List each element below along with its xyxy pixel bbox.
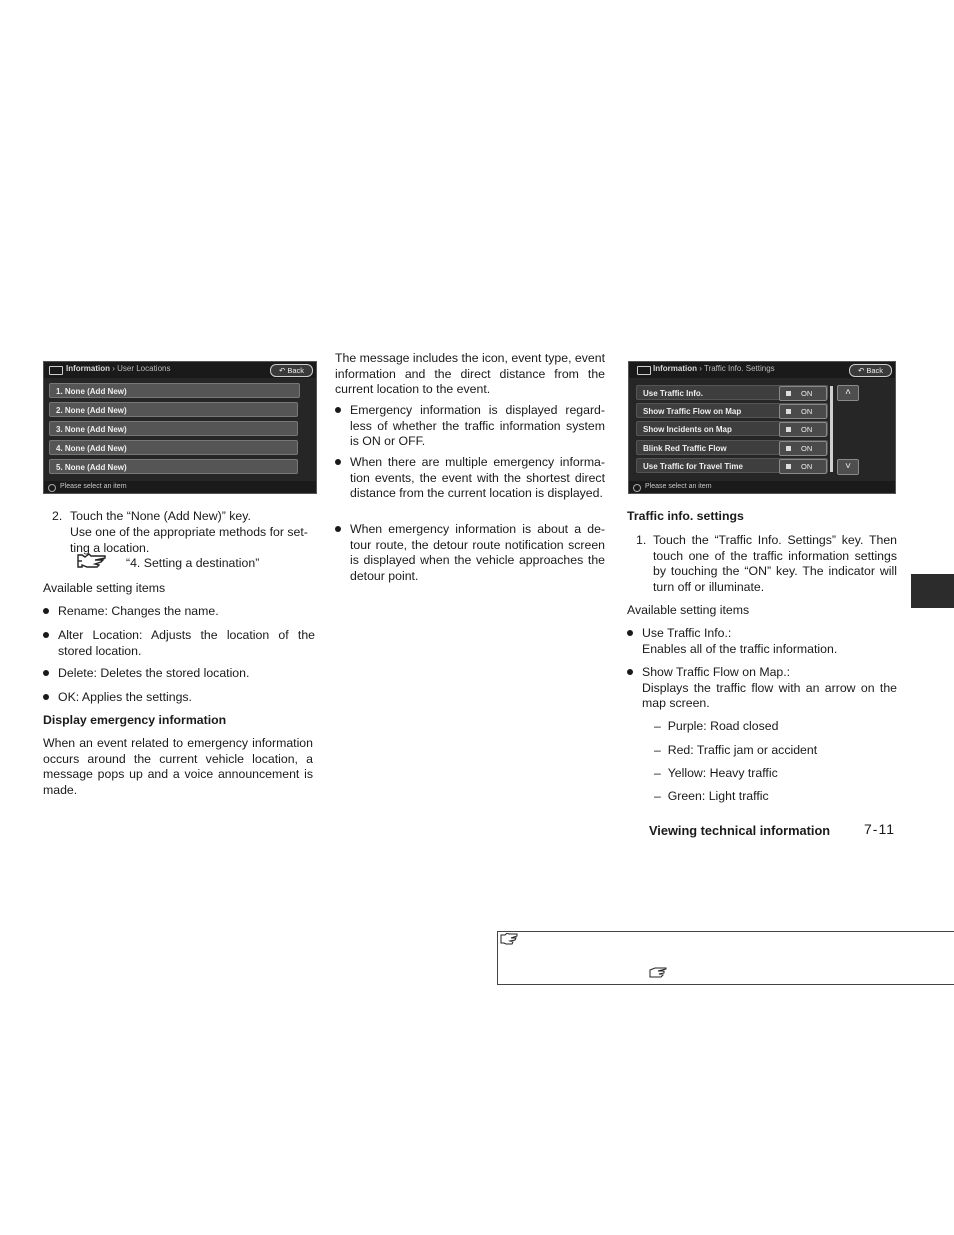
heading-display-emergency: Display emergency information — [43, 713, 227, 727]
bullet-title: Show Traffic Flow on Map.: — [642, 665, 791, 679]
info-dot-icon — [48, 484, 56, 492]
bullet-text: Emergency information is displayed regard-less of whether the traffic information system is ON or OFF. — [350, 403, 605, 449]
message-paragraph: The message includes the icon, event type, event information and the direct distance from the current location to the event. — [335, 351, 606, 397]
back-button[interactable]: ↶ Back — [849, 364, 892, 377]
indicator-led — [786, 446, 791, 451]
bullet-dot — [335, 459, 341, 465]
bullet-multiple-events — [335, 455, 605, 502]
step-2-text: Touch the “None (Add New)” key. — [70, 509, 251, 523]
back-button[interactable]: ↶ Back — [270, 364, 313, 377]
bullet-alter-location — [43, 628, 315, 659]
dash-purple: – Purple: Road closed — [654, 719, 779, 733]
scroll-up-button[interactable]: ˄ — [837, 385, 859, 401]
bullet-dot — [627, 669, 633, 675]
step-2-number: 2. — [52, 509, 63, 523]
dash-yellow: – Yellow: Heavy traffic — [654, 766, 778, 780]
indicator-led — [786, 464, 791, 469]
bullet-show-traffic-flow — [627, 665, 897, 712]
location-item-4[interactable]: 4. None (Add New) — [49, 440, 298, 455]
bullet-delete — [43, 666, 315, 682]
on-toggle-3[interactable] — [779, 422, 827, 437]
bullet-text: Rename: Changes the name. — [58, 604, 219, 618]
emergency-intro-paragraph: When an event related to emergency information occurs around the current vehicle location, a message pops up and a voice announcement is made. — [43, 736, 313, 797]
bullet-dot — [43, 694, 49, 700]
bullet-dot — [335, 526, 341, 532]
dash-text: Green: Light traffic — [667, 789, 769, 803]
location-item-1[interactable]: 1. None (Add New) — [49, 383, 300, 398]
index-box — [497, 931, 954, 985]
bullet-use-traffic-info — [627, 626, 897, 657]
setting-travel-time[interactable]: Use Traffic for Travel Time — [636, 458, 828, 473]
setting-use-traffic-info[interactable]: Use Traffic Info. — [636, 385, 828, 400]
location-item-2[interactable]: 2. None (Add New) — [49, 402, 298, 417]
info-icon — [637, 366, 651, 375]
toggle-label: ON — [801, 407, 813, 416]
toggle-label: ON — [801, 389, 813, 398]
on-toggle-4[interactable] — [779, 441, 827, 456]
bullet-detour-route — [335, 522, 605, 584]
step-2-detail: Use one of the appropriate methods for set-ting a location. — [70, 525, 308, 555]
setting-blink-red-flow[interactable]: Blink Red Traffic Flow — [636, 440, 828, 455]
dash-text: Yellow: Heavy traffic — [667, 766, 778, 780]
screen-header — [44, 362, 316, 378]
step-2-reference: “4. Setting a destination” — [126, 556, 260, 570]
chapter-tab — [911, 574, 954, 608]
dash-text: Purple: Road closed — [667, 719, 779, 733]
dash-green: – Green: Light traffic — [654, 789, 769, 803]
step-1-number: 1. — [636, 533, 647, 547]
reference-hand-icon — [500, 933, 518, 950]
available-items-right: Available setting items — [627, 603, 750, 617]
on-toggle-5[interactable] — [779, 459, 827, 474]
bullet-emergency-displayed — [335, 403, 605, 450]
info-dot-icon — [633, 484, 641, 492]
available-items-left: Available setting items — [43, 581, 166, 595]
screen-footer — [44, 481, 316, 493]
toggle-label: ON — [801, 444, 813, 453]
heading-traffic-info-settings: Traffic info. settings — [627, 509, 744, 523]
bullet-text: Delete: Deletes the stored location. — [58, 666, 250, 680]
screen-header — [629, 362, 895, 378]
dash-text: Red: Traffic jam or accident — [667, 743, 818, 757]
user-locations-screenshot — [43, 361, 317, 494]
breadcrumb-main: Information — [653, 364, 697, 373]
bullet-desc: Enables all of the traffic information. — [642, 641, 838, 656]
bullet-text: OK: Applies the settings. — [58, 690, 192, 704]
bullet-text: Alter Location: Adjusts the location of the stored location. — [58, 628, 315, 658]
bullet-text: When there are multiple emergency informa-tion events, the event with the shortest direct distance from the current location is displayed. — [350, 455, 605, 501]
info-icon — [49, 366, 63, 375]
indicator-led — [786, 427, 791, 432]
on-toggle-1[interactable] — [779, 386, 827, 401]
scrollbar-track[interactable] — [830, 386, 833, 472]
bullet-dot — [43, 670, 49, 676]
page-number: 7-11 — [864, 821, 895, 837]
location-item-5[interactable]: 5. None (Add New) — [49, 459, 298, 474]
bullet-rename — [43, 604, 315, 620]
scroll-down-button[interactable]: ˅ — [837, 459, 859, 475]
breadcrumb-main: Information — [66, 364, 110, 373]
bullet-text: When emergency information is about a de-tour route, the detour route notification screen is displayed when the vehicle approaches the detour point. — [350, 522, 605, 583]
toggle-label: ON — [801, 425, 813, 434]
breadcrumb-sub: › User Locations — [112, 364, 171, 373]
back-label: Back — [287, 366, 305, 375]
bullet-dot — [335, 407, 341, 413]
indicator-led — [786, 391, 791, 396]
setting-show-incidents[interactable]: Show Incidents on Map — [636, 421, 828, 436]
on-toggle-2[interactable] — [779, 404, 827, 419]
traffic-settings-screenshot — [628, 361, 896, 494]
bullet-dot — [43, 608, 49, 614]
screen-breadcrumb — [66, 364, 170, 374]
bullet-ok — [43, 690, 315, 706]
bullet-dot — [43, 632, 49, 638]
indicator-led — [786, 409, 791, 414]
location-item-3[interactable]: 3. None (Add New) — [49, 421, 298, 436]
toggle-label: ON — [801, 462, 813, 471]
breadcrumb-sub: › Traffic Info. Settings — [699, 364, 775, 373]
step-1-text: Touch the “Traffic Info. Settings” key. Then touch one of the traffic information settings by touching the “ON” key. The indicator will turn off or illuminate. — [653, 533, 897, 594]
back-label: Back — [866, 366, 884, 375]
footer-hint: Please select an item — [60, 483, 127, 490]
reference-hand-icon — [77, 553, 107, 569]
dash-red: – Red: Traffic jam or accident — [654, 743, 818, 757]
bullet-desc: Displays the traffic flow with an arrow on the map screen. — [642, 680, 897, 711]
screen-footer — [629, 481, 895, 493]
setting-show-traffic-flow[interactable]: Show Traffic Flow on Map — [636, 403, 828, 418]
pointing-hand-icon — [649, 967, 667, 984]
screen-breadcrumb — [653, 364, 775, 374]
bullet-dot — [627, 630, 633, 636]
footer-section-title: Viewing technical information — [649, 823, 831, 838]
footer-hint: Please select an item — [645, 483, 712, 490]
bullet-title: Use Traffic Info.: — [642, 626, 732, 640]
